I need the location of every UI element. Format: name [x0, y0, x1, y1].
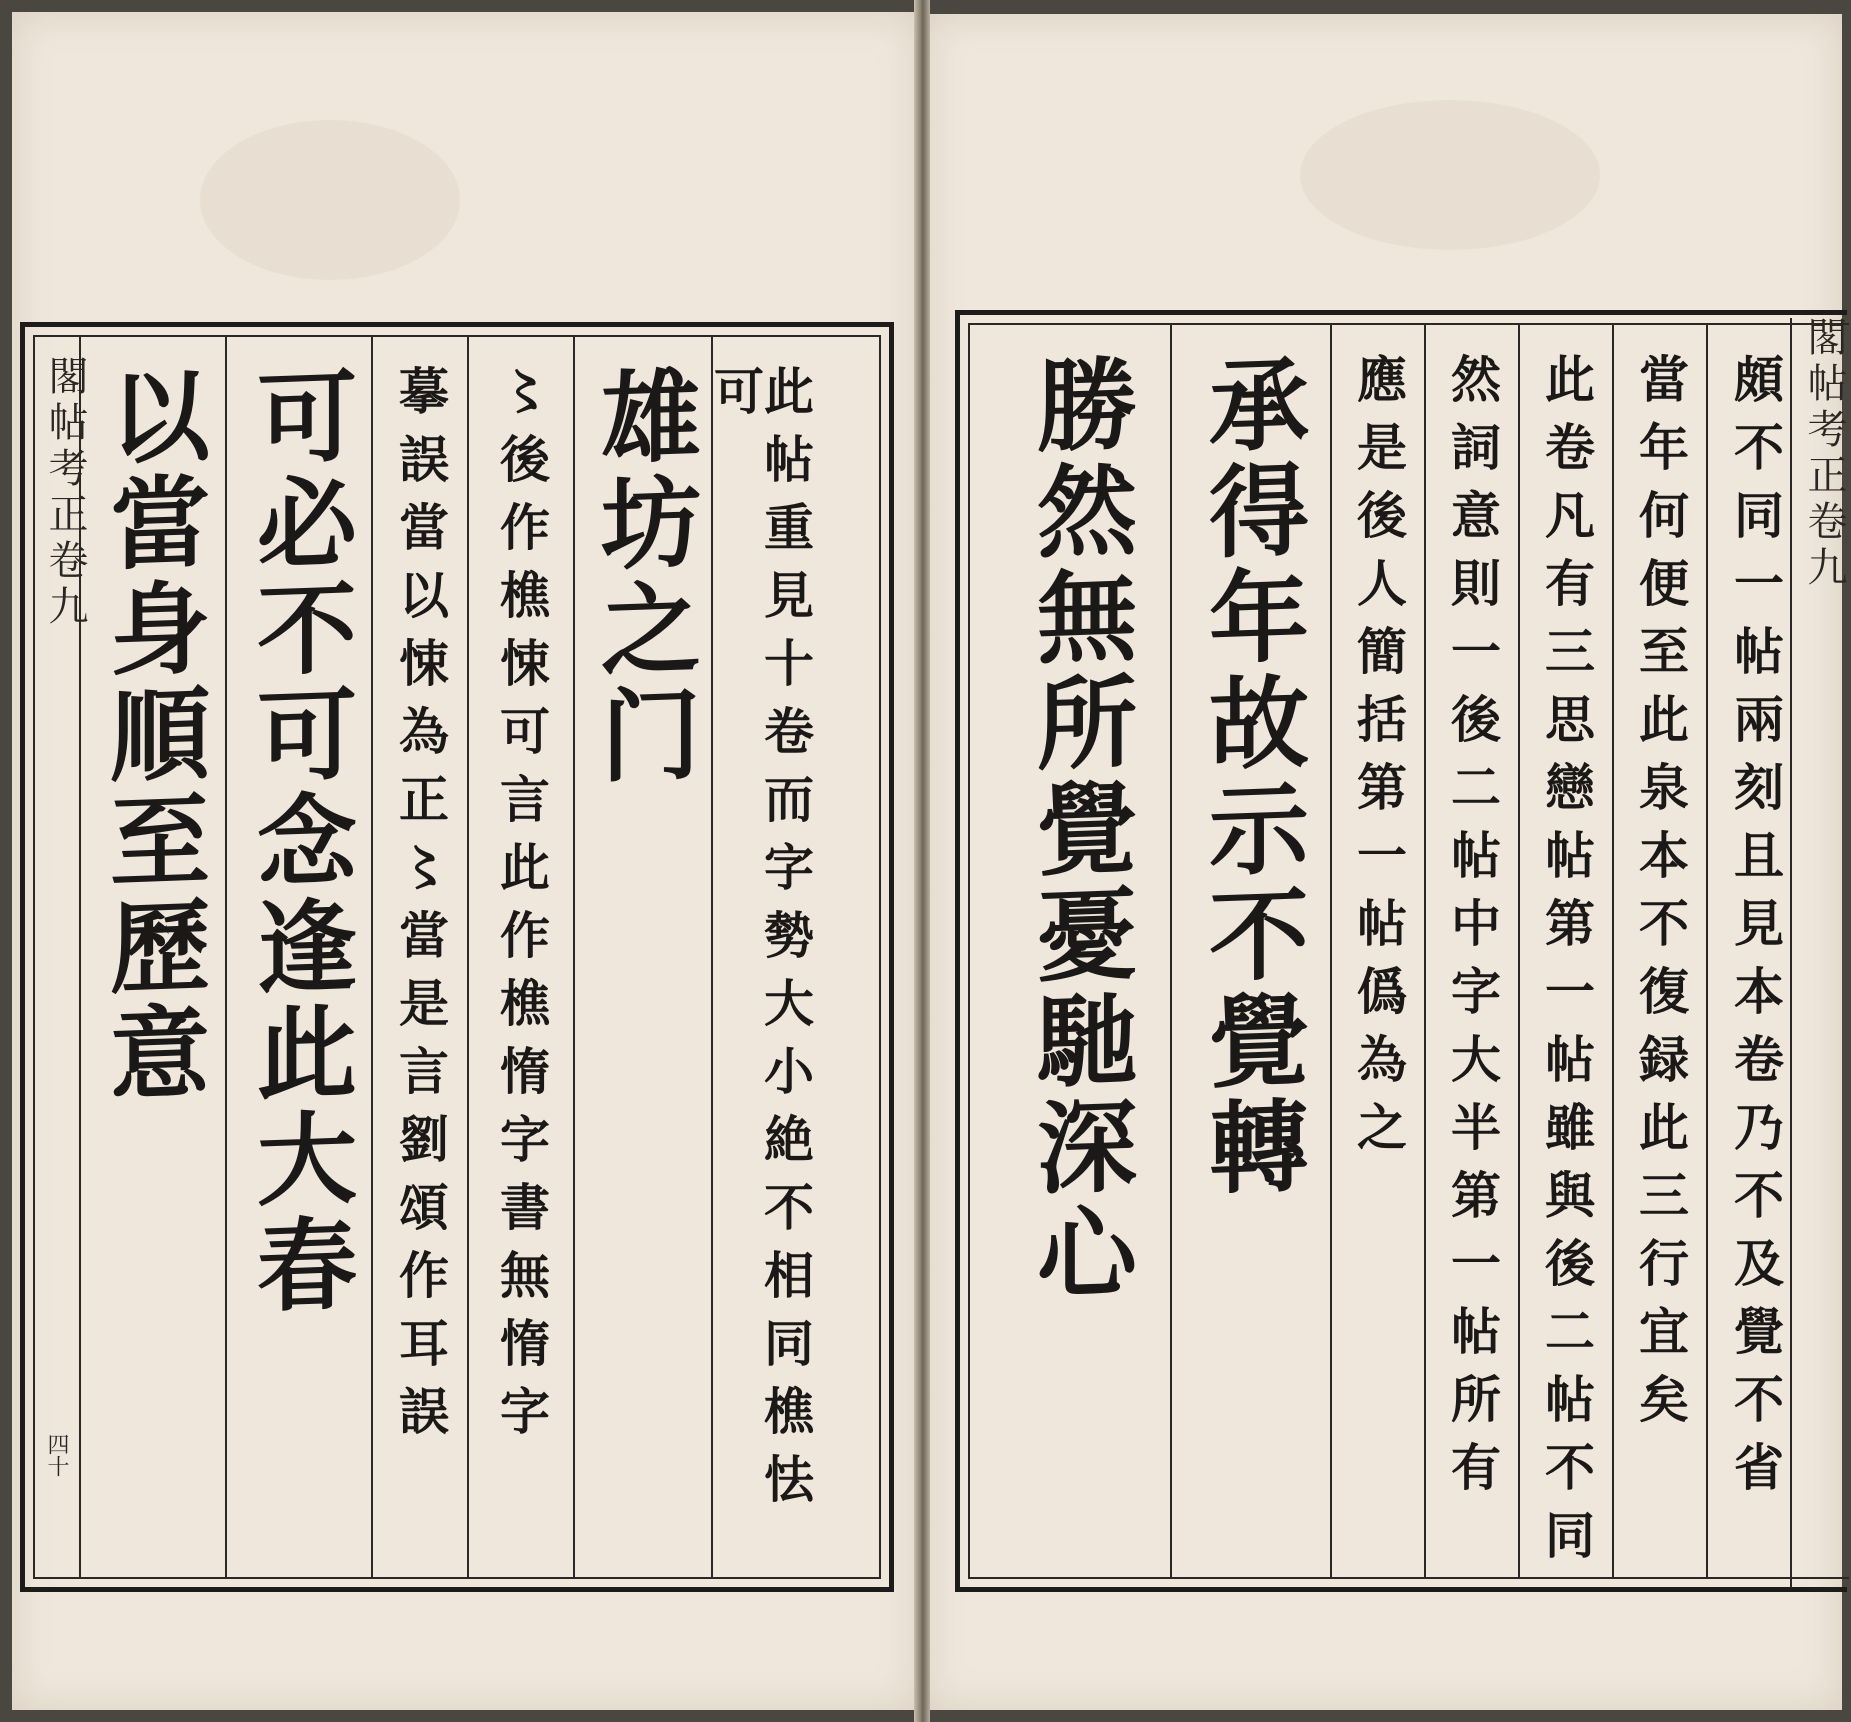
calligraphy-column: 承得年故示不覺轉: [1170, 325, 1330, 1577]
paper-stain: [1300, 100, 1600, 250]
calligraphy-column: 以當身順至歷意: [93, 362, 211, 1110]
paper-stain: [200, 120, 460, 280]
left-text-frame: [20, 322, 894, 1592]
text-column: 摹誤當以悚為正〻當是言劉頌作耳誤: [371, 337, 467, 1577]
calligraphy-column: 可必不可念逢此大春: [225, 337, 371, 1577]
calligraphy-column: 勝然無所覺憂馳深心: [1020, 350, 1138, 1310]
right-text-frame: [955, 310, 1847, 1592]
right-spine-rule: [1790, 318, 1792, 1588]
spine-title: 閣帖考正卷九: [42, 355, 88, 631]
text-column: 此卷凡有三思戀帖第一帖雖與後二帖不同: [1518, 325, 1612, 1577]
left-text-grid: [33, 335, 881, 1579]
text-column: 當年何便至此泉本不復録此三行宜矣: [1612, 325, 1706, 1577]
right-spine-title: 閣帖考正卷九: [1801, 316, 1847, 592]
calligraphy-column: 雄坊之门: [573, 337, 711, 1577]
right-text-grid: [968, 323, 1849, 1579]
text-column: 然詞意則一後二帖中字大半第一帖所有: [1424, 325, 1518, 1577]
text-column: 此帖重見十卷而字勢大小絶不相同樵怯可: [711, 337, 807, 1577]
left-spine: [35, 337, 88, 1577]
text-column: 應是後人簡括第一帖僞為之: [1330, 325, 1424, 1577]
text-column: 頗不同一帖兩刻且見本卷乃不及覺不省: [1706, 325, 1802, 1577]
text-column: 〻後作樵悚可言此作樵惰字書無惰字: [467, 337, 573, 1577]
book-gutter: [914, 0, 930, 1722]
page-number: 四十: [44, 1433, 69, 1477]
